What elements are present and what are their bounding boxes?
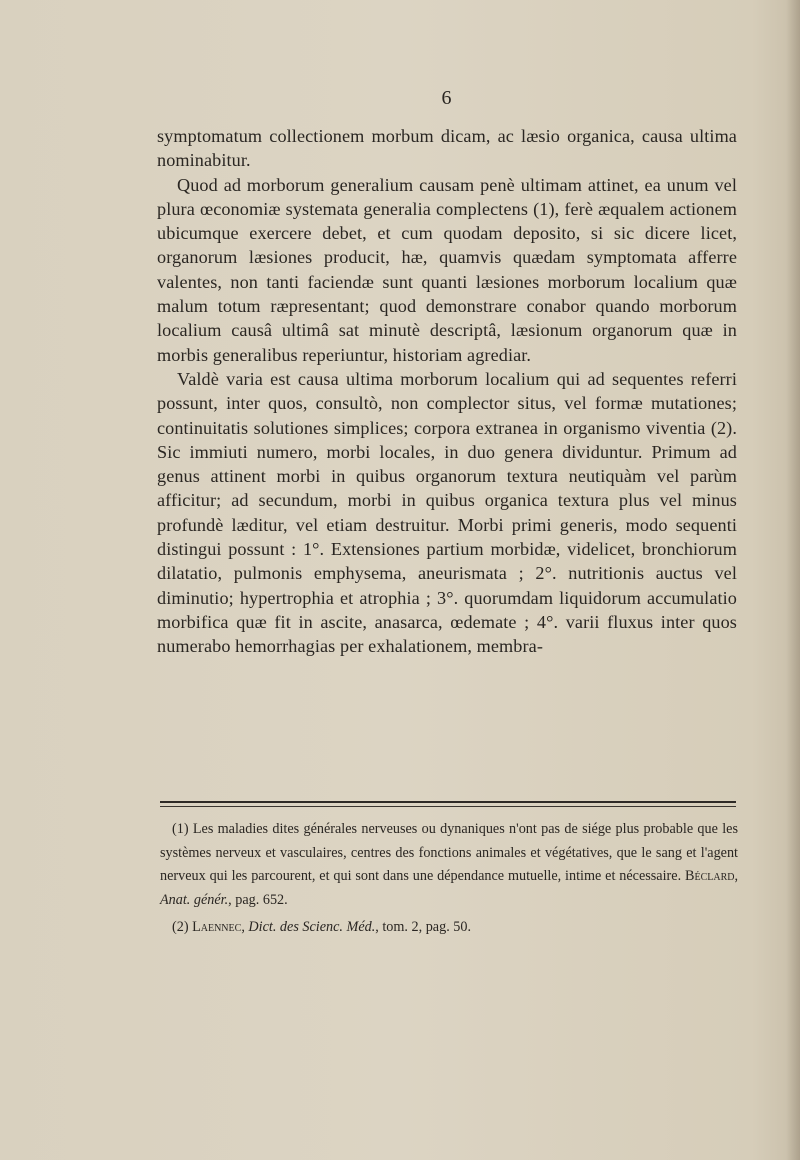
footnote-1	[160, 818, 738, 912]
footnote-2	[160, 916, 738, 940]
footnote-rule-thick	[160, 801, 736, 803]
footnotes	[160, 818, 738, 940]
page-number: 6	[441, 87, 452, 109]
footnote-1-text: (1) Les maladies dites générales nerveuses ou dynaniques n'ont pas de siége plus probable que les systèmes nerveux et vasculaires, centres des fonctions animales et végétatives, que le sang et l'agent nerveux qui les parcourent, et qui sont dans une dépendance mutuelle, intime et nécessaire.	[160, 821, 738, 884]
footnote-2-page: , tom. 2, pag. 50.	[375, 919, 472, 935]
footnote-1-work: Anat. génér.	[160, 891, 229, 908]
footnote-1-separator: ,	[734, 868, 739, 884]
footnote-2-number: (2)	[172, 919, 193, 935]
footnote-2-work: Dict. des Scienc. Méd.	[248, 919, 376, 935]
paragraph-continuation: symptomatum collectionem morbum dicam, ac læsio organica, causa ultima nominabitur.	[157, 126, 737, 171]
paragraph-local-diseases: Valdè varia est causa ultima morborum localium qui ad sequentes referri possunt, inter quos, consultò, non complector situs, vel formæ mutationes; continuitatis solutiones simplices; corpora extranea in organismo viventia (2). Sic immiuti numero, morbi locales, in duo genera dividuntur. Primum ad genus attinent morbi in quibus organorum textura neutiquàm vel parùm afficitur; ad secundum, morbi in quibus organica textura plus vel minus profundè læditur, vel etiam destruitur. Morbi primi generis, modo sequenti distingui possunt : 1°. Extensiones partium morbidæ, videlicet, bronchiorum dilatatio, pulmonis emphysema, aneurismata ; 2°. nutritionis auctus vel diminutio; hypertrophia et atrophia ; 3°. quorumdam liquidorum accumulatio morbifica quæ fit in ascite, anasarca, œdemate ; 4°. varii fluxus inter quos numerabo hemorrhagias per exhalationem, membra-	[157, 368, 737, 657]
footnote-1-author: Béclard	[685, 868, 735, 884]
footnote-rule-thin	[160, 806, 736, 807]
footnote-2-separator: ,	[241, 919, 249, 935]
page-edge-shadow	[786, 0, 800, 1160]
footnote-2-author: Laennec	[192, 919, 242, 935]
footnote-1-page: , pag. 652.	[228, 891, 288, 908]
main-text	[157, 124, 737, 659]
paragraph-general-diseases: Quod ad morborum generalium causam penè ultimam attinet, ea unum vel plura œconomiæ systemata generalia complectens (1), ferè æqualem actionem ubicumque exercere debet, et cum quodam deposito, si sic dicere licet, organorum læsiones producit, hæ, quamvis quædam symptomata afferre valentes, non tanti faciendæ sunt quanti læsiones morborum localium quæ malum totum ræpresentant; quod demonstrare conabor quando morborum localium causâ ultimâ sat minutè descriptâ, læsionum organorum quæ in morbis generalibus reperiuntur, historiam agrediar.	[157, 174, 737, 365]
